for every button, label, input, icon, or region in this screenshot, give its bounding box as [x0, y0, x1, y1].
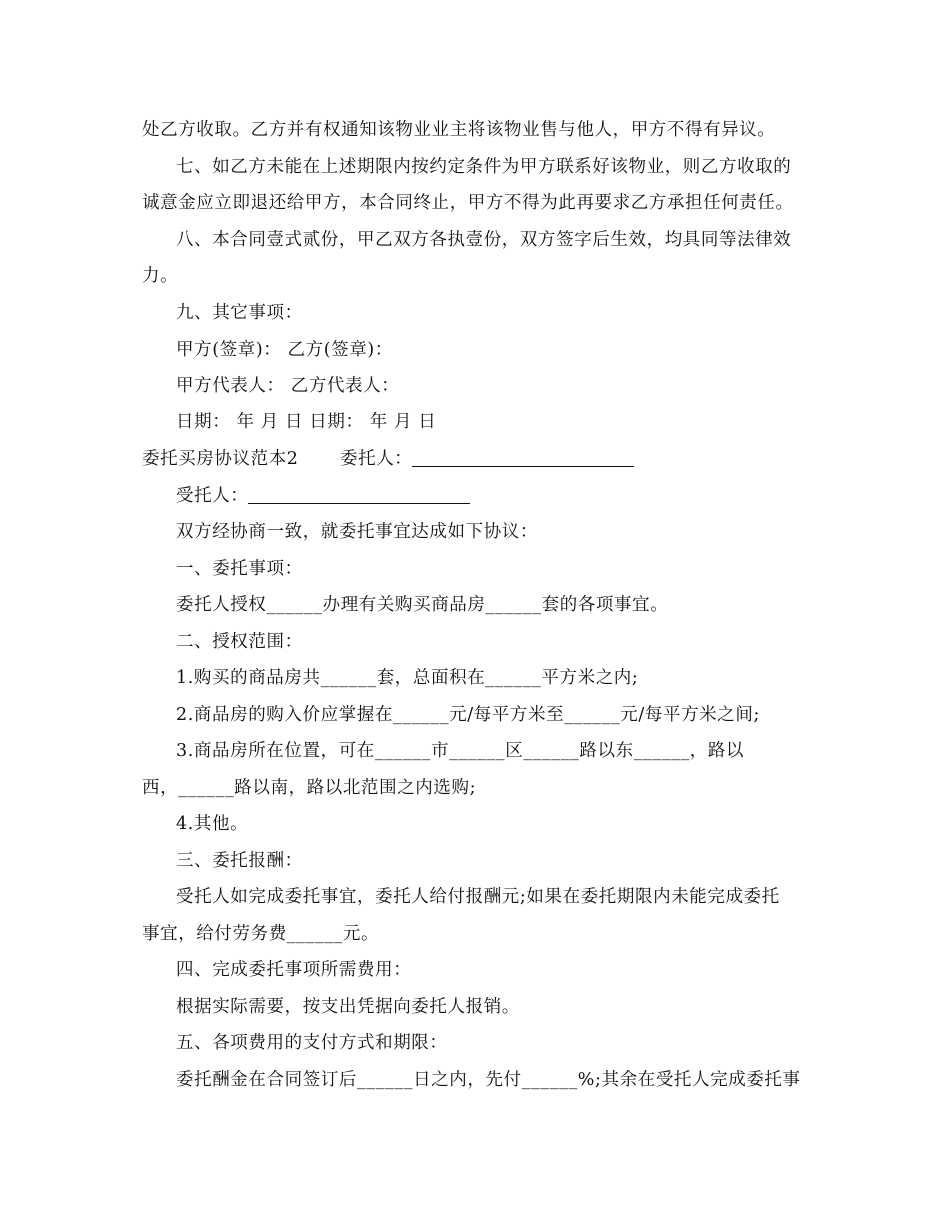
- paragraph-line: 双方经协商一致，就委托事宜达成如下协议：: [176, 522, 538, 542]
- paragraph-line: 委托酬金在合同签订后______日之内，先付______%;其余在受托人完成委托事: [176, 1070, 801, 1090]
- paragraph-line: 诚意金应立即退还给甲方，本合同终止，甲方不得为此再要求乙方承担任何责任。: [142, 193, 794, 213]
- agent-field: [176, 484, 470, 508]
- section-heading: 二、授权范围：: [176, 632, 303, 652]
- list-item: 4.其他。: [176, 814, 249, 834]
- section-heading: 一、委托事项：: [176, 559, 303, 579]
- paragraph-line: 处乙方收取。乙方并有权通知该物业业主将该物业售与他人，甲方不得有异议。: [142, 120, 776, 140]
- agent-label: 受托人：: [176, 486, 249, 506]
- paragraph-line: 八、本合同壹式贰份，甲乙双方各执壹份，双方签字后生效，均具同等法律效: [176, 230, 792, 250]
- representative-line: 甲方代表人： 乙方代表人：: [176, 376, 400, 396]
- list-item: 2.商品房的购入价应掌握在______元/每平方米至______元/每平方米之间;: [176, 705, 760, 725]
- section-heading: 三、委托报酬：: [176, 851, 303, 871]
- principal-blank: [412, 449, 634, 467]
- paragraph-line: 根据实际需要，按支出凭据向委托人报销。: [176, 997, 520, 1017]
- principal-field: [340, 447, 634, 471]
- paragraph-line: 委托人授权______办理有关购买商品房______套的各项事宜。: [176, 595, 669, 615]
- paragraph-line: 事宜，给付劳务费______元。: [142, 924, 380, 944]
- list-item: 1.购买的商品房共______套，总面积在______平方米之内;: [176, 668, 639, 688]
- document-title: 委托买房协议范本2: [142, 449, 299, 469]
- section-heading: 五、各项费用的支付方式和期限：: [176, 1033, 448, 1053]
- section-heading: 九、其它事项：: [176, 303, 303, 323]
- paragraph-line: 力。: [142, 266, 179, 286]
- section-heading: 四、完成委托事项所需费用：: [176, 960, 412, 980]
- list-item-continuation: 西，______路以南，路以北范围之内选购;: [142, 778, 477, 798]
- principal-label: 委托人：: [340, 449, 413, 469]
- signature-line: 甲方(签章)： 乙方(签章)：: [176, 340, 393, 360]
- list-item: 3.商品房所在位置，可在______市______区______路以东______，路以: [176, 741, 745, 761]
- paragraph-line: 七、如乙方未能在上述期限内按约定条件为甲方联系好该物业，则乙方收取的: [176, 157, 792, 177]
- agent-blank: [248, 486, 470, 504]
- date-line: 日期： 年 月 日 日期： 年 月 日: [176, 412, 437, 432]
- paragraph-line: 受托人如完成委托事宜，委托人给付报酬元;如果在委托期限内未能完成委托: [176, 887, 780, 907]
